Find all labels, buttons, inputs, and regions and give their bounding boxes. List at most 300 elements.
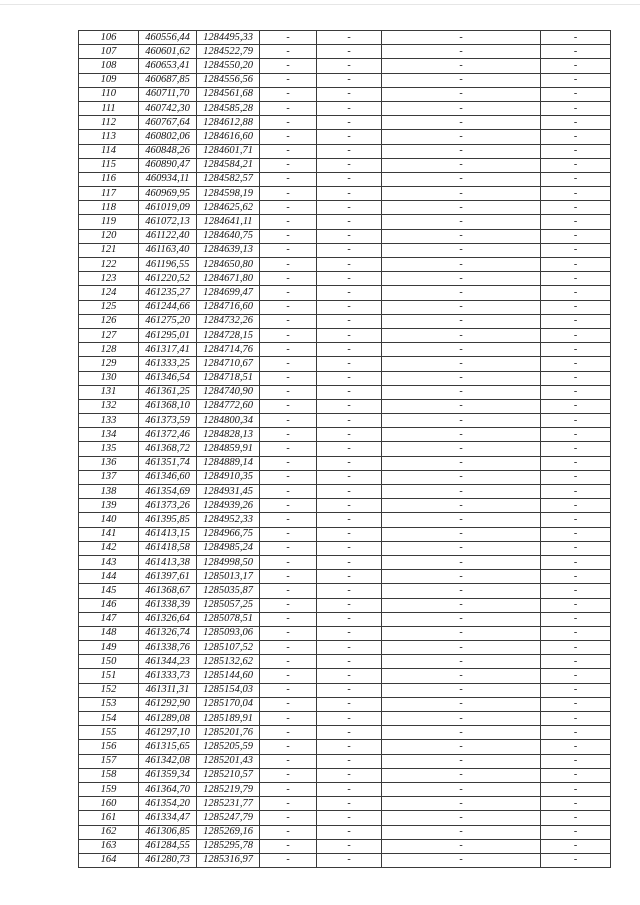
- x-coordinate-cell: 461395,85: [139, 513, 197, 527]
- col6-cell: -: [382, 541, 541, 555]
- col7-cell: -: [541, 697, 611, 711]
- y-coordinate-cell: 1284716,60: [197, 300, 260, 314]
- col4-cell: -: [260, 343, 317, 357]
- col6-cell: -: [382, 726, 541, 740]
- col7-cell: -: [541, 172, 611, 186]
- point-number-cell: 157: [79, 754, 139, 768]
- y-coordinate-cell: 1284728,15: [197, 328, 260, 342]
- y-coordinate-cell: 1284828,13: [197, 428, 260, 442]
- x-coordinate-cell: 461311,31: [139, 683, 197, 697]
- x-coordinate-cell: 461397,61: [139, 570, 197, 584]
- point-number-cell: 143: [79, 555, 139, 569]
- y-coordinate-cell: 1285107,52: [197, 641, 260, 655]
- col4-cell: -: [260, 442, 317, 456]
- y-coordinate-cell: 1284556,56: [197, 73, 260, 87]
- col5-cell: -: [317, 116, 382, 130]
- point-number-cell: 142: [79, 541, 139, 555]
- col7-cell: -: [541, 641, 611, 655]
- col4-cell: -: [260, 31, 317, 45]
- table-row: [79, 811, 611, 825]
- point-number-cell: 124: [79, 286, 139, 300]
- col4-cell: -: [260, 172, 317, 186]
- col6-cell: -: [382, 740, 541, 754]
- col6-cell: -: [382, 215, 541, 229]
- x-coordinate-cell: 461344,23: [139, 655, 197, 669]
- col5-cell: -: [317, 314, 382, 328]
- page-top-rule: [0, 4, 640, 5]
- col6-cell: -: [382, 513, 541, 527]
- point-number-cell: 159: [79, 782, 139, 796]
- x-coordinate-cell: 460687,85: [139, 73, 197, 87]
- y-coordinate-cell: 1284671,80: [197, 272, 260, 286]
- col6-cell: -: [382, 456, 541, 470]
- point-number-cell: 118: [79, 201, 139, 215]
- col5-cell: -: [317, 683, 382, 697]
- col5-cell: -: [317, 513, 382, 527]
- col6-cell: -: [382, 641, 541, 655]
- x-coordinate-cell: 461275,20: [139, 314, 197, 328]
- table-row: [79, 243, 611, 257]
- table-row: [79, 782, 611, 796]
- col5-cell: -: [317, 527, 382, 541]
- col7-cell: -: [541, 740, 611, 754]
- y-coordinate-cell: 1284939,26: [197, 499, 260, 513]
- x-coordinate-cell: 460848,26: [139, 144, 197, 158]
- col4-cell: -: [260, 371, 317, 385]
- x-coordinate-cell: 461333,73: [139, 669, 197, 683]
- col7-cell: -: [541, 399, 611, 413]
- col4-cell: -: [260, 470, 317, 484]
- point-number-cell: 131: [79, 385, 139, 399]
- col7-cell: -: [541, 286, 611, 300]
- col7-cell: -: [541, 726, 611, 740]
- y-coordinate-cell: 1284601,71: [197, 144, 260, 158]
- y-coordinate-cell: 1285205,59: [197, 740, 260, 754]
- col4-cell: -: [260, 59, 317, 73]
- col5-cell: -: [317, 59, 382, 73]
- y-coordinate-cell: 1285231,77: [197, 797, 260, 811]
- col5-cell: -: [317, 570, 382, 584]
- x-coordinate-cell: 461368,10: [139, 399, 197, 413]
- table-row: [79, 300, 611, 314]
- x-coordinate-cell: 460934,11: [139, 172, 197, 186]
- y-coordinate-cell: 1285316,97: [197, 853, 260, 867]
- col7-cell: -: [541, 73, 611, 87]
- col6-cell: -: [382, 357, 541, 371]
- x-coordinate-cell: 461306,85: [139, 825, 197, 839]
- col4-cell: -: [260, 797, 317, 811]
- col4-cell: -: [260, 45, 317, 59]
- col4-cell: -: [260, 73, 317, 87]
- y-coordinate-cell: 1284952,33: [197, 513, 260, 527]
- y-coordinate-cell: 1284640,75: [197, 229, 260, 243]
- point-number-cell: 108: [79, 59, 139, 73]
- col5-cell: -: [317, 399, 382, 413]
- col4-cell: -: [260, 201, 317, 215]
- table-row: [79, 371, 611, 385]
- col5-cell: -: [317, 272, 382, 286]
- col7-cell: -: [541, 598, 611, 612]
- col4-cell: -: [260, 626, 317, 640]
- col6-cell: -: [382, 428, 541, 442]
- col7-cell: -: [541, 385, 611, 399]
- y-coordinate-cell: 1284625,62: [197, 201, 260, 215]
- col7-cell: -: [541, 314, 611, 328]
- table-row: [79, 456, 611, 470]
- point-number-cell: 109: [79, 73, 139, 87]
- col7-cell: -: [541, 754, 611, 768]
- col6-cell: -: [382, 201, 541, 215]
- table-row: [79, 73, 611, 87]
- col5-cell: -: [317, 286, 382, 300]
- point-number-cell: 122: [79, 258, 139, 272]
- point-number-cell: 130: [79, 371, 139, 385]
- col4-cell: -: [260, 754, 317, 768]
- table-row: [79, 414, 611, 428]
- table-row: [79, 683, 611, 697]
- y-coordinate-cell: 1284616,60: [197, 130, 260, 144]
- col7-cell: -: [541, 570, 611, 584]
- point-number-cell: 106: [79, 31, 139, 45]
- col5-cell: -: [317, 73, 382, 87]
- y-coordinate-cell: 1285093,06: [197, 626, 260, 640]
- col6-cell: -: [382, 768, 541, 782]
- col5-cell: -: [317, 215, 382, 229]
- point-number-cell: 155: [79, 726, 139, 740]
- y-coordinate-cell: 1285078,51: [197, 612, 260, 626]
- point-number-cell: 147: [79, 612, 139, 626]
- table-row: [79, 442, 611, 456]
- x-coordinate-cell: 461338,76: [139, 641, 197, 655]
- col5-cell: -: [317, 598, 382, 612]
- table-row: [79, 541, 611, 555]
- col4-cell: -: [260, 116, 317, 130]
- table-row: [79, 499, 611, 513]
- point-number-cell: 119: [79, 215, 139, 229]
- col5-cell: -: [317, 158, 382, 172]
- point-number-cell: 148: [79, 626, 139, 640]
- col7-cell: -: [541, 272, 611, 286]
- col6-cell: -: [382, 172, 541, 186]
- col4-cell: -: [260, 655, 317, 669]
- col6-cell: -: [382, 101, 541, 115]
- x-coordinate-cell: 460767,64: [139, 116, 197, 130]
- col5-cell: -: [317, 485, 382, 499]
- table-row: [79, 754, 611, 768]
- point-number-cell: 164: [79, 853, 139, 867]
- table-row: [79, 797, 611, 811]
- col6-cell: -: [382, 45, 541, 59]
- col4-cell: -: [260, 385, 317, 399]
- y-coordinate-cell: 1284800,34: [197, 414, 260, 428]
- table-row: [79, 229, 611, 243]
- table-row: [79, 201, 611, 215]
- point-number-cell: 110: [79, 87, 139, 101]
- x-coordinate-cell: 461372,46: [139, 428, 197, 442]
- col4-cell: -: [260, 782, 317, 796]
- col5-cell: -: [317, 31, 382, 45]
- point-number-cell: 125: [79, 300, 139, 314]
- col4-cell: -: [260, 683, 317, 697]
- y-coordinate-cell: 1285201,43: [197, 754, 260, 768]
- point-number-cell: 161: [79, 811, 139, 825]
- col4-cell: -: [260, 485, 317, 499]
- col7-cell: -: [541, 825, 611, 839]
- col5-cell: -: [317, 797, 382, 811]
- x-coordinate-cell: 460601,62: [139, 45, 197, 59]
- x-coordinate-cell: 461292,90: [139, 697, 197, 711]
- table-row: [79, 158, 611, 172]
- x-coordinate-cell: 461359,34: [139, 768, 197, 782]
- point-number-cell: 137: [79, 470, 139, 484]
- col4-cell: -: [260, 456, 317, 470]
- y-coordinate-cell: 1284584,21: [197, 158, 260, 172]
- point-number-cell: 132: [79, 399, 139, 413]
- col4-cell: -: [260, 87, 317, 101]
- col5-cell: -: [317, 811, 382, 825]
- point-number-cell: 145: [79, 584, 139, 598]
- x-coordinate-cell: 460802,06: [139, 130, 197, 144]
- x-coordinate-cell: 461326,64: [139, 612, 197, 626]
- col5-cell: -: [317, 782, 382, 796]
- y-coordinate-cell: 1285295,78: [197, 839, 260, 853]
- col7-cell: -: [541, 215, 611, 229]
- x-coordinate-cell: 461354,69: [139, 485, 197, 499]
- col4-cell: -: [260, 825, 317, 839]
- col7-cell: -: [541, 130, 611, 144]
- y-coordinate-cell: 1284859,91: [197, 442, 260, 456]
- col6-cell: -: [382, 853, 541, 867]
- point-number-cell: 133: [79, 414, 139, 428]
- x-coordinate-cell: 460653,41: [139, 59, 197, 73]
- y-coordinate-cell: 1285247,79: [197, 811, 260, 825]
- col6-cell: -: [382, 286, 541, 300]
- col7-cell: -: [541, 116, 611, 130]
- col7-cell: -: [541, 513, 611, 527]
- y-coordinate-cell: 1284582,57: [197, 172, 260, 186]
- col5-cell: -: [317, 357, 382, 371]
- col6-cell: -: [382, 825, 541, 839]
- x-coordinate-cell: 461244,66: [139, 300, 197, 314]
- col5-cell: -: [317, 300, 382, 314]
- point-number-cell: 151: [79, 669, 139, 683]
- col7-cell: -: [541, 655, 611, 669]
- point-number-cell: 111: [79, 101, 139, 115]
- col7-cell: -: [541, 485, 611, 499]
- col4-cell: -: [260, 130, 317, 144]
- x-coordinate-cell: 461418,58: [139, 541, 197, 555]
- x-coordinate-cell: 461351,74: [139, 456, 197, 470]
- col5-cell: -: [317, 641, 382, 655]
- point-number-cell: 163: [79, 839, 139, 853]
- x-coordinate-cell: 461354,20: [139, 797, 197, 811]
- col4-cell: -: [260, 272, 317, 286]
- col7-cell: -: [541, 683, 611, 697]
- x-coordinate-cell: 460969,95: [139, 187, 197, 201]
- col6-cell: -: [382, 655, 541, 669]
- col6-cell: -: [382, 158, 541, 172]
- table-row: [79, 768, 611, 782]
- col7-cell: -: [541, 712, 611, 726]
- col6-cell: -: [382, 570, 541, 584]
- x-coordinate-cell: 461373,26: [139, 499, 197, 513]
- col4-cell: -: [260, 726, 317, 740]
- col6-cell: -: [382, 598, 541, 612]
- table-row: [79, 570, 611, 584]
- y-coordinate-cell: 1284522,79: [197, 45, 260, 59]
- point-number-cell: 156: [79, 740, 139, 754]
- point-number-cell: 160: [79, 797, 139, 811]
- point-number-cell: 129: [79, 357, 139, 371]
- col7-cell: -: [541, 669, 611, 683]
- x-coordinate-cell: 461373,59: [139, 414, 197, 428]
- col4-cell: -: [260, 229, 317, 243]
- col7-cell: -: [541, 300, 611, 314]
- table-row: [79, 272, 611, 286]
- col4-cell: -: [260, 853, 317, 867]
- col5-cell: -: [317, 541, 382, 555]
- y-coordinate-cell: 1284550,20: [197, 59, 260, 73]
- y-coordinate-cell: 1285013,17: [197, 570, 260, 584]
- col4-cell: -: [260, 697, 317, 711]
- table-row: [79, 612, 611, 626]
- col6-cell: -: [382, 612, 541, 626]
- col6-cell: -: [382, 243, 541, 257]
- col4-cell: -: [260, 144, 317, 158]
- col4-cell: -: [260, 541, 317, 555]
- table-row: [79, 31, 611, 45]
- col6-cell: -: [382, 797, 541, 811]
- col6-cell: -: [382, 485, 541, 499]
- col6-cell: -: [382, 130, 541, 144]
- x-coordinate-cell: 460890,47: [139, 158, 197, 172]
- col7-cell: -: [541, 555, 611, 569]
- table-row: [79, 399, 611, 413]
- col6-cell: -: [382, 59, 541, 73]
- point-number-cell: 123: [79, 272, 139, 286]
- col6-cell: -: [382, 314, 541, 328]
- point-number-cell: 112: [79, 116, 139, 130]
- point-number-cell: 120: [79, 229, 139, 243]
- table-row: [79, 59, 611, 73]
- col6-cell: -: [382, 272, 541, 286]
- col5-cell: -: [317, 726, 382, 740]
- table-row: [79, 825, 611, 839]
- col5-cell: -: [317, 414, 382, 428]
- col4-cell: -: [260, 314, 317, 328]
- col4-cell: -: [260, 215, 317, 229]
- x-coordinate-cell: 461364,70: [139, 782, 197, 796]
- col5-cell: -: [317, 243, 382, 257]
- col5-cell: -: [317, 712, 382, 726]
- col4-cell: -: [260, 357, 317, 371]
- y-coordinate-cell: 1284641,11: [197, 215, 260, 229]
- col6-cell: -: [382, 258, 541, 272]
- table-row: [79, 527, 611, 541]
- table-row: [79, 357, 611, 371]
- table-row: [79, 740, 611, 754]
- x-coordinate-cell: 461413,38: [139, 555, 197, 569]
- col7-cell: -: [541, 414, 611, 428]
- y-coordinate-cell: 1284772,60: [197, 399, 260, 413]
- col5-cell: -: [317, 754, 382, 768]
- col5-cell: -: [317, 328, 382, 342]
- point-number-cell: 144: [79, 570, 139, 584]
- col6-cell: -: [382, 839, 541, 853]
- y-coordinate-cell: 1284740,90: [197, 385, 260, 399]
- col7-cell: -: [541, 328, 611, 342]
- x-coordinate-cell: 461072,13: [139, 215, 197, 229]
- col6-cell: -: [382, 626, 541, 640]
- col4-cell: -: [260, 740, 317, 754]
- col7-cell: -: [541, 201, 611, 215]
- y-coordinate-cell: 1284910,35: [197, 470, 260, 484]
- col7-cell: -: [541, 357, 611, 371]
- col6-cell: -: [382, 116, 541, 130]
- x-coordinate-cell: 461019,09: [139, 201, 197, 215]
- col4-cell: -: [260, 328, 317, 342]
- table-row: [79, 697, 611, 711]
- col6-cell: -: [382, 697, 541, 711]
- table-row: [79, 385, 611, 399]
- y-coordinate-cell: 1284998,50: [197, 555, 260, 569]
- y-coordinate-cell: 1285170,04: [197, 697, 260, 711]
- point-number-cell: 153: [79, 697, 139, 711]
- col5-cell: -: [317, 428, 382, 442]
- y-coordinate-cell: 1284561,68: [197, 87, 260, 101]
- col6-cell: -: [382, 371, 541, 385]
- y-coordinate-cell: 1285189,91: [197, 712, 260, 726]
- col6-cell: -: [382, 555, 541, 569]
- point-number-cell: 152: [79, 683, 139, 697]
- col7-cell: -: [541, 45, 611, 59]
- x-coordinate-cell: 461334,47: [139, 811, 197, 825]
- col5-cell: -: [317, 229, 382, 243]
- col5-cell: -: [317, 456, 382, 470]
- col4-cell: -: [260, 598, 317, 612]
- y-coordinate-cell: 1284650,80: [197, 258, 260, 272]
- table-row: [79, 172, 611, 186]
- col6-cell: -: [382, 811, 541, 825]
- table-row: [79, 87, 611, 101]
- x-coordinate-cell: 461326,74: [139, 626, 197, 640]
- table-row: [79, 853, 611, 867]
- col6-cell: -: [382, 499, 541, 513]
- col7-cell: -: [541, 371, 611, 385]
- col7-cell: -: [541, 229, 611, 243]
- table-row: [79, 470, 611, 484]
- col4-cell: -: [260, 839, 317, 853]
- col6-cell: -: [382, 442, 541, 456]
- point-number-cell: 127: [79, 328, 139, 342]
- col6-cell: -: [382, 527, 541, 541]
- col5-cell: -: [317, 87, 382, 101]
- x-coordinate-cell: 460556,44: [139, 31, 197, 45]
- col6-cell: -: [382, 470, 541, 484]
- col7-cell: -: [541, 768, 611, 782]
- col4-cell: -: [260, 811, 317, 825]
- col7-cell: -: [541, 59, 611, 73]
- col4-cell: -: [260, 527, 317, 541]
- col7-cell: -: [541, 101, 611, 115]
- table-row: [79, 187, 611, 201]
- x-coordinate-cell: 460711,70: [139, 87, 197, 101]
- col6-cell: -: [382, 712, 541, 726]
- y-coordinate-cell: 1285035,87: [197, 584, 260, 598]
- y-coordinate-cell: 1284585,28: [197, 101, 260, 115]
- table-row: [79, 513, 611, 527]
- point-number-cell: 117: [79, 187, 139, 201]
